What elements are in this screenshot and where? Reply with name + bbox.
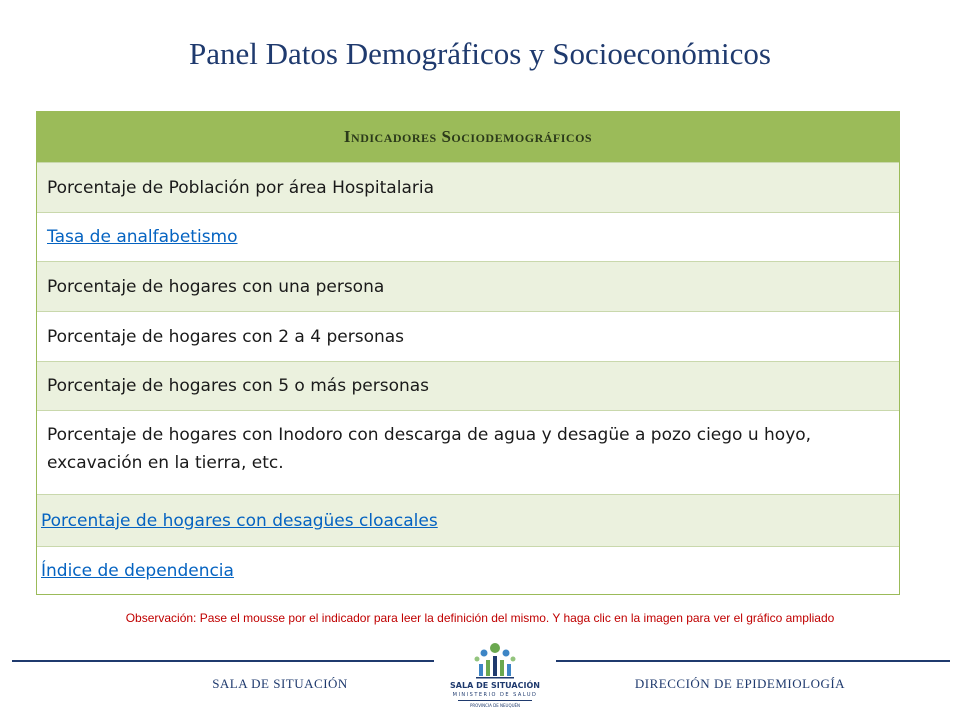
indicator-row-inodoro-pozo[interactable] bbox=[37, 410, 899, 494]
footer-sala-de-situacion: SALA DE SITUACIÓN bbox=[212, 676, 348, 691]
indicator-link-indice-dependencia[interactable]: Índice de dependencia bbox=[41, 560, 234, 581]
indicator-row-hogares-2-4[interactable] bbox=[37, 311, 899, 361]
indicator-link-analfabetismo[interactable]: Tasa de analfabetismo bbox=[47, 227, 238, 247]
indicator-label[interactable]: Porcentaje de hogares con 2 a 4 personas bbox=[47, 326, 405, 347]
logo-divider bbox=[458, 700, 532, 701]
footer-divider-right bbox=[556, 660, 950, 662]
indicator-label[interactable]: Porcentaje de Población por área Hospitalaria bbox=[47, 177, 434, 198]
indicator-label[interactable]: Porcentaje de hogares con una persona bbox=[47, 276, 385, 297]
logo-ministry: MINISTERIO DE SALUD bbox=[452, 692, 538, 698]
indicator-label[interactable]: Porcentaje de hogares con 5 o más personas bbox=[47, 376, 430, 396]
footer-divider-left bbox=[12, 660, 434, 662]
logo-title: SALA DE SITUACIÓN bbox=[450, 681, 540, 690]
indicator-row-desagues-cloacales[interactable] bbox=[37, 494, 899, 546]
footer-direccion-epidemiologia: DIRECCIÓN DE EPIDEMIOLOGÍA bbox=[634, 676, 846, 691]
page-title: Panel Datos Demográficos y Socioeconómicos bbox=[189, 36, 771, 71]
indicator-row-hogares-una-persona[interactable] bbox=[37, 261, 899, 311]
ministry-logo-icon bbox=[470, 640, 520, 680]
sala-de-situacion-logo bbox=[446, 640, 544, 716]
indicator-row-hogares-5-mas[interactable] bbox=[37, 361, 899, 410]
indicator-link-desagues-cloacales[interactable]: Porcentaje de hogares con desagües cloacales bbox=[41, 510, 438, 531]
indicator-row-poblacion-area[interactable] bbox=[37, 162, 899, 212]
table-header: Indicadores Sociodemográficos bbox=[37, 112, 899, 162]
indicator-row-indice-dependencia[interactable] bbox=[37, 546, 899, 594]
indicators-table bbox=[36, 111, 900, 595]
indicator-label[interactable]: Porcentaje de hogares con Inodoro con descarga de agua y desagüe a pozo ciego u hoyo, excavación en la tierra, etc. bbox=[47, 425, 812, 473]
logo-province: PROVINCIA DE NEUQUÉN bbox=[469, 703, 521, 708]
observation-note: Observación: Pase el mousse por el indicador para leer la definición del mismo. Y haga clic en la imagen para ver el gráfico ampliado bbox=[125, 611, 835, 625]
indicator-row-analfabetismo[interactable] bbox=[37, 212, 899, 261]
